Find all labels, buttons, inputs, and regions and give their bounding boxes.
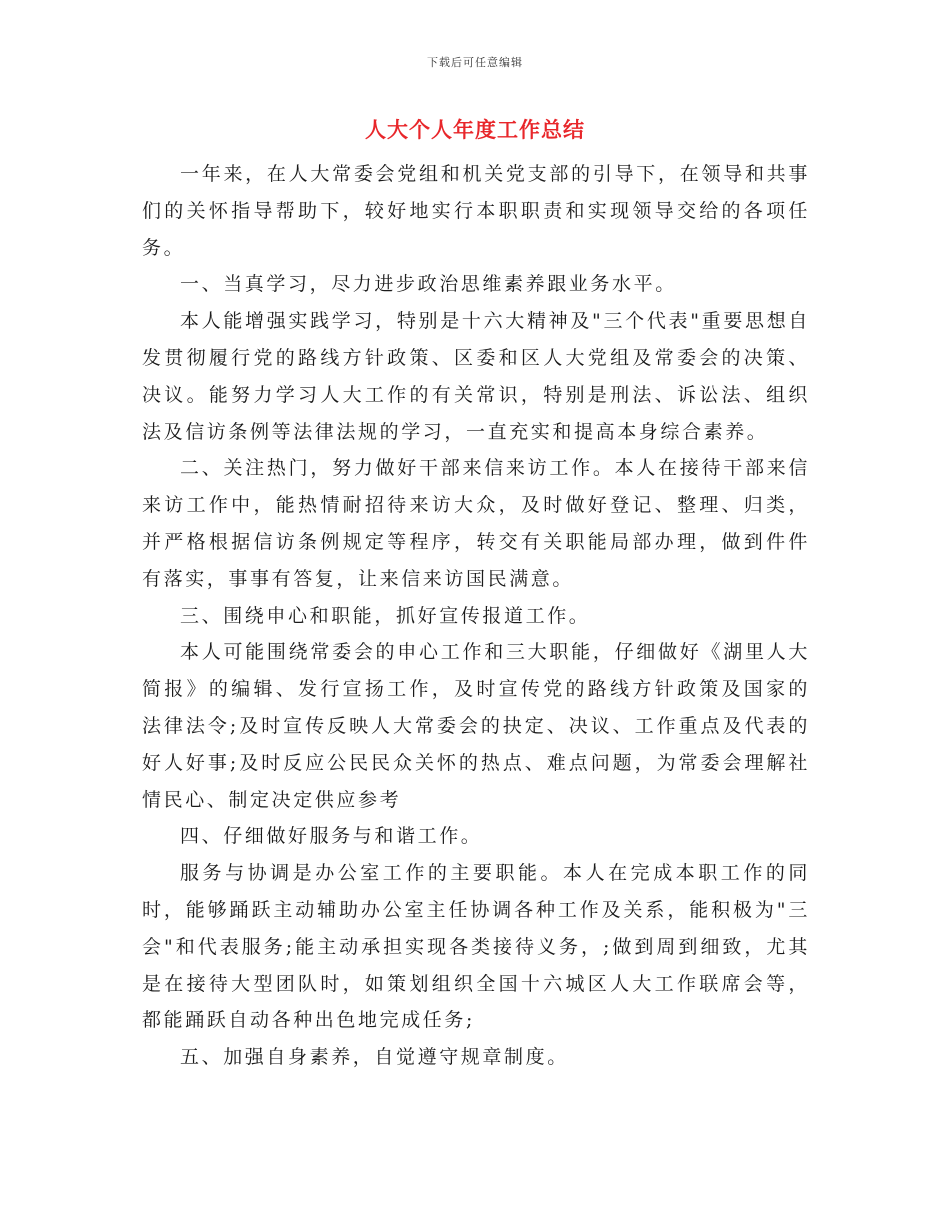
- document-body: [142, 156, 810, 1076]
- paragraph-section-2: 二、关注热门，努力做好干部来信来访工作。本人在接待干部来信来访工作中，能热情耐招待来访大众，及时做好登记、整理、归类，并严格根据信访条例规定等程序，转交有关职能局部办理，做到件件有落实，事事有答复，让来信来访国民满意。: [142, 457, 810, 590]
- paragraph-intro: 一年来，在人大常委会党组和机关党支部的引导下，在领导和共事们的关怀指导帮助下，较好地实行本职职责和实现领导交给的各项任务。: [142, 163, 810, 259]
- heading-section-1: 一、当真学习，尽力进步政治思维素养跟业务水平。: [180, 273, 677, 296]
- heading-section-3: 三、围绕申心和职能，抓好宣传报道工作。: [180, 604, 591, 627]
- heading-section-5: 五、加强自身素养，自觉遵守规章制度。: [180, 1046, 569, 1069]
- paragraph-section-3: 本人可能围绕常委会的申心工作和三大职能，仔细做好《湖里人大简报》的编辑、发行宣扬工作，及时宣传党的路线方针政策及国家的法律法令;及时宣传反映人大常委会的抉定、决议、工作重点及代表的好人好事;及时反应公民民众关怀的热点、难点问题，为常委会理解社情民心、制定决定供应参考: [142, 641, 810, 811]
- header-note: 下载后可任意编辑: [427, 56, 523, 69]
- document-title: 人大个人年度工作总结: [365, 117, 585, 142]
- paragraph-section-4: 服务与协调是办公室工作的主要职能。本人在完成本职工作的同时，能够踊跃主动辅助办公室主任协调各种工作及关系，能积极为"三会"和代表服务;能主动承担实现各类接待义务，;做到周到细致，尤其是在接待大型团队时，如策划组织全国十六城区人大工作联席会等，都能踊跃自动各种出色地完成任务;: [142, 862, 810, 1032]
- paragraph-section-1: 本人能增强实践学习，特别是十六大精神及"三个代表"重要思想自发贯彻履行党的路线方针政策、区委和区人大党组及常委会的决策、决议。能努力学习人大工作的有关常识，特别是刑法、诉讼法、组织法及信访条例等法律法规的学习，一直充实和提高本身综合素养。: [142, 310, 810, 443]
- heading-section-4: 四、仔细做好服务与和谐工作。: [180, 825, 483, 848]
